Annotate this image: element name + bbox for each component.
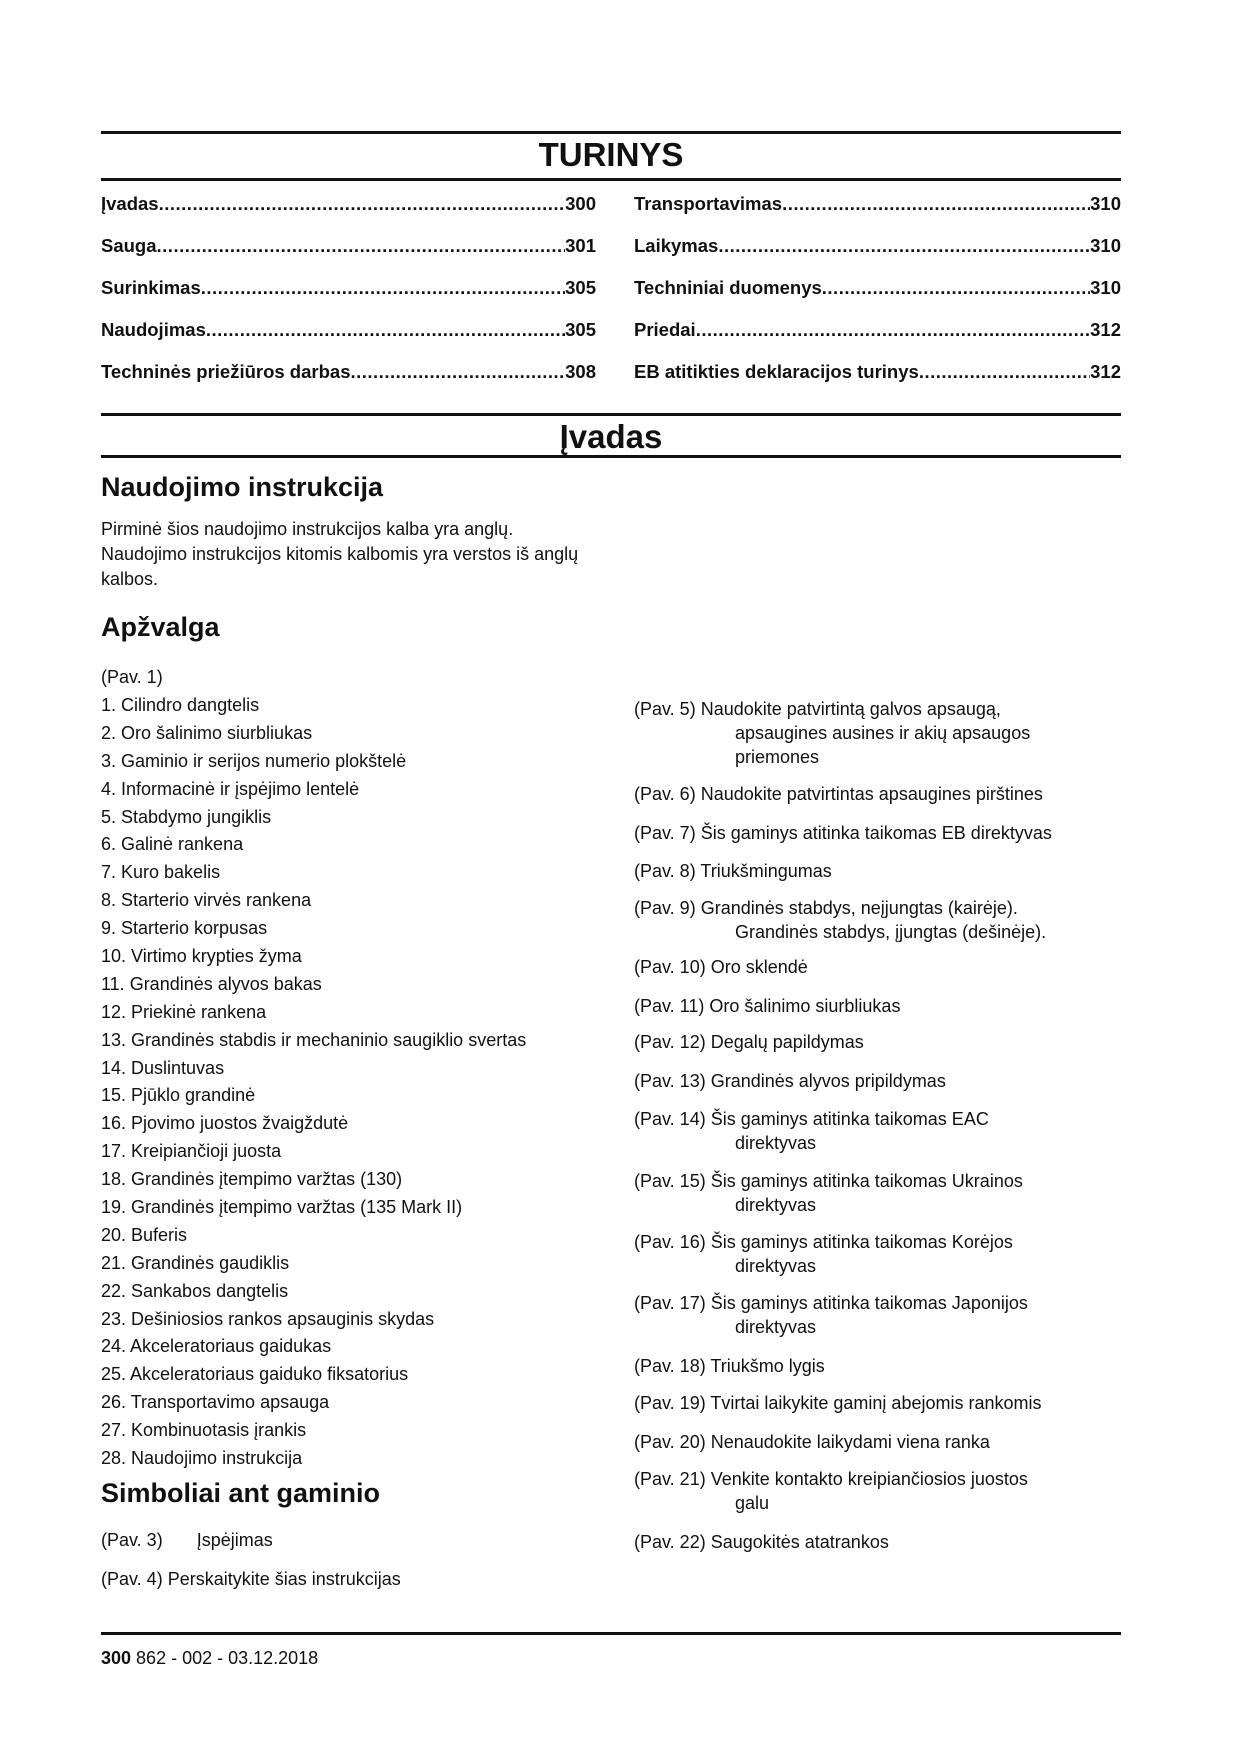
- toc-top-rule: [101, 131, 1121, 134]
- intro-bottom-rule: [101, 455, 1121, 458]
- footer-rule: [101, 1632, 1121, 1635]
- list-item: 3. Gaminio ir serijos numerio plokštelė: [101, 750, 407, 771]
- toc-right-column: [634, 193, 1121, 403]
- intro-title: Įvadas: [559, 418, 663, 455]
- toc-bottom-rule: [101, 178, 1121, 181]
- symbol-entry: (Pav. 19) Tvirtai laikykite gaminį abejomis rankomis: [634, 1393, 1042, 1413]
- symbol-entry: (Pav. 15) Šis gaminys atitinka taikomas Ukrainos direktyvas: [634, 1171, 1023, 1215]
- symbol-entry: (Pav. 11) Oro šalinimo siurbliukas: [634, 996, 901, 1016]
- list-item: 17. Kreipiančioji juosta: [101, 1141, 282, 1162]
- toc-entry[interactable]: Laikymas ..... 310: [634, 235, 1121, 277]
- page-number: 300: [101, 1648, 132, 1668]
- symbol-entry: (Pav. 21) Venkite kontakto kreipiančiosios juostos galu: [634, 1469, 1028, 1513]
- overview-heading: Apžvalga: [101, 612, 220, 642]
- list-item: 10. Virtimo krypties žyma: [101, 946, 302, 967]
- doc-info: 862 - 002 - 03.12.2018: [131, 1648, 319, 1668]
- symbol-entry: (Pav. 6) Naudokite patvirtintas apsaugines pirštines: [634, 784, 1043, 804]
- list-item: 26. Transportavimo apsauga: [101, 1392, 330, 1413]
- list-item: 4. Informacinė ir įspėjimo lentelė: [101, 778, 360, 799]
- toc-entry[interactable]: Techninės priežiūros darbas ..... 308: [101, 361, 596, 403]
- list-item: 11. Grandinės alyvos bakas: [101, 973, 322, 994]
- list-item: 22. Sankabos dangtelis: [101, 1280, 289, 1301]
- list-item: 27. Kombinuotasis įrankis: [101, 1420, 307, 1441]
- toc-entry[interactable]: Sauga ..... 301: [101, 235, 596, 277]
- list-item: 1. Cilindro dangtelis: [101, 695, 260, 715]
- list-item: 6. Galinė rankena: [101, 834, 244, 855]
- symbol-entry: (Pav. 5) Naudokite patvirtintą galvos apsaugą, apsaugines ausines ir akių apsaugos priemones: [634, 699, 1031, 767]
- symbol-entry: (Pav. 18) Triukšmo lygis: [634, 1356, 825, 1376]
- symbol-entry: (Pav. 22) Saugokitės atatrankos: [634, 1532, 889, 1552]
- symbol-entry: [101, 1569, 401, 1590]
- list-item: 19. Grandinės įtempimo varžtas (135 Mark II): [101, 1197, 463, 1218]
- symbol-entry: [101, 1530, 273, 1551]
- symbol-entry: (Pav. 13) Grandinės alyvos pripildymas: [634, 1071, 946, 1091]
- symbol-ref: (Pav. 3): [101, 1530, 163, 1550]
- list-item: 25. Akceleratoriaus gaiduko fiksatorius: [101, 1364, 409, 1385]
- list-item: 15. Pjūklo grandinė: [101, 1085, 256, 1106]
- manual-text: Pirminė šios naudojimo instrukcijos kalba yra anglų. Naudojimo instrukcijos kitomis kalbomis yra verstos iš anglų kalbos.: [101, 519, 579, 589]
- list-item: 8. Starterio virvės rankena: [101, 890, 312, 911]
- manual-heading: Naudojimo instrukcija: [101, 472, 384, 502]
- toc-entry[interactable]: EB atitikties deklaracijos turinys ..... 312: [634, 361, 1121, 403]
- list-item: 5. Stabdymo jungiklis: [101, 806, 272, 827]
- list-item: 13. Grandinės stabdis ir mechaninio saugiklio svertas: [101, 1029, 527, 1050]
- toc-entry[interactable]: Priedai ..... 312: [634, 319, 1121, 361]
- list-item: 24. Akceleratoriaus gaidukas: [101, 1336, 332, 1357]
- symbol-entry: (Pav. 17) Šis gaminys atitinka taikomas Japonijos direktyvas: [634, 1293, 1028, 1337]
- symbol-text: Perskaitykite šias instrukcijas: [167, 1569, 401, 1589]
- list-item: 21. Grandinės gaudiklis: [101, 1252, 290, 1273]
- list-item: 23. Dešiniosios rankos apsauginis skydas: [101, 1308, 435, 1329]
- overview-figure-ref: (Pav. 1): [101, 667, 163, 687]
- intro-top-rule: [101, 413, 1121, 416]
- symbol-ref: (Pav. 4): [101, 1569, 163, 1589]
- symbols-heading: Simboliai ant gaminio: [101, 1478, 381, 1508]
- list-item: 18. Grandinės įtempimo varžtas (130): [101, 1169, 403, 1190]
- list-item: 7. Kuro bakelis: [101, 862, 221, 883]
- symbol-entry: (Pav. 14) Šis gaminys atitinka taikomas EAC direktyvas: [634, 1109, 989, 1153]
- toc-entry[interactable]: Įvadas ..... 300: [101, 193, 596, 235]
- list-item: 14. Duslintuvas: [101, 1057, 225, 1078]
- toc-entry[interactable]: Surinkimas ..... 305: [101, 277, 596, 319]
- overview-list: [101, 692, 526, 1473]
- symbol-text: Įspėjimas: [196, 1530, 273, 1550]
- list-item: 20. Buferis: [101, 1224, 188, 1245]
- list-item: 12. Priekinė rankena: [101, 1001, 267, 1022]
- toc-entry[interactable]: Transportavimas ..... 310: [634, 193, 1121, 235]
- symbol-entry: (Pav. 12) Degalų papildymas: [634, 1032, 864, 1052]
- list-item: 28. Naudojimo instrukcija: [101, 1448, 303, 1469]
- toc-left-column: [101, 193, 596, 403]
- symbol-entry: (Pav. 8) Triukšmingumas: [634, 861, 832, 881]
- toc-entry[interactable]: Techniniai duomenys ..... 310: [634, 277, 1121, 319]
- page-footer: [101, 1648, 318, 1669]
- symbol-entry: (Pav. 10) Oro sklendė: [634, 957, 808, 977]
- toc-title: TURINYS: [538, 136, 684, 173]
- symbol-entry: (Pav. 7) Šis gaminys atitinka taikomas EB direktyvas: [634, 823, 1052, 843]
- symbol-entry: (Pav. 9) Grandinės stabdys, neįjungtas (kairėje). Grandinės stabdys, įjungtas (dešinėje).: [634, 898, 1047, 942]
- list-item: 2. Oro šalinimo siurbliukas: [101, 722, 313, 743]
- list-item: 9. Starterio korpusas: [101, 918, 268, 939]
- toc-entry[interactable]: Naudojimas ..... 305: [101, 319, 596, 361]
- symbol-entry: (Pav. 16) Šis gaminys atitinka taikomas Korėjos direktyvas: [634, 1232, 1013, 1276]
- list-item: 16. Pjovimo juostos žvaigždutė: [101, 1113, 349, 1134]
- symbol-entry: (Pav. 20) Nenaudokite laikydami viena ranka: [634, 1432, 990, 1452]
